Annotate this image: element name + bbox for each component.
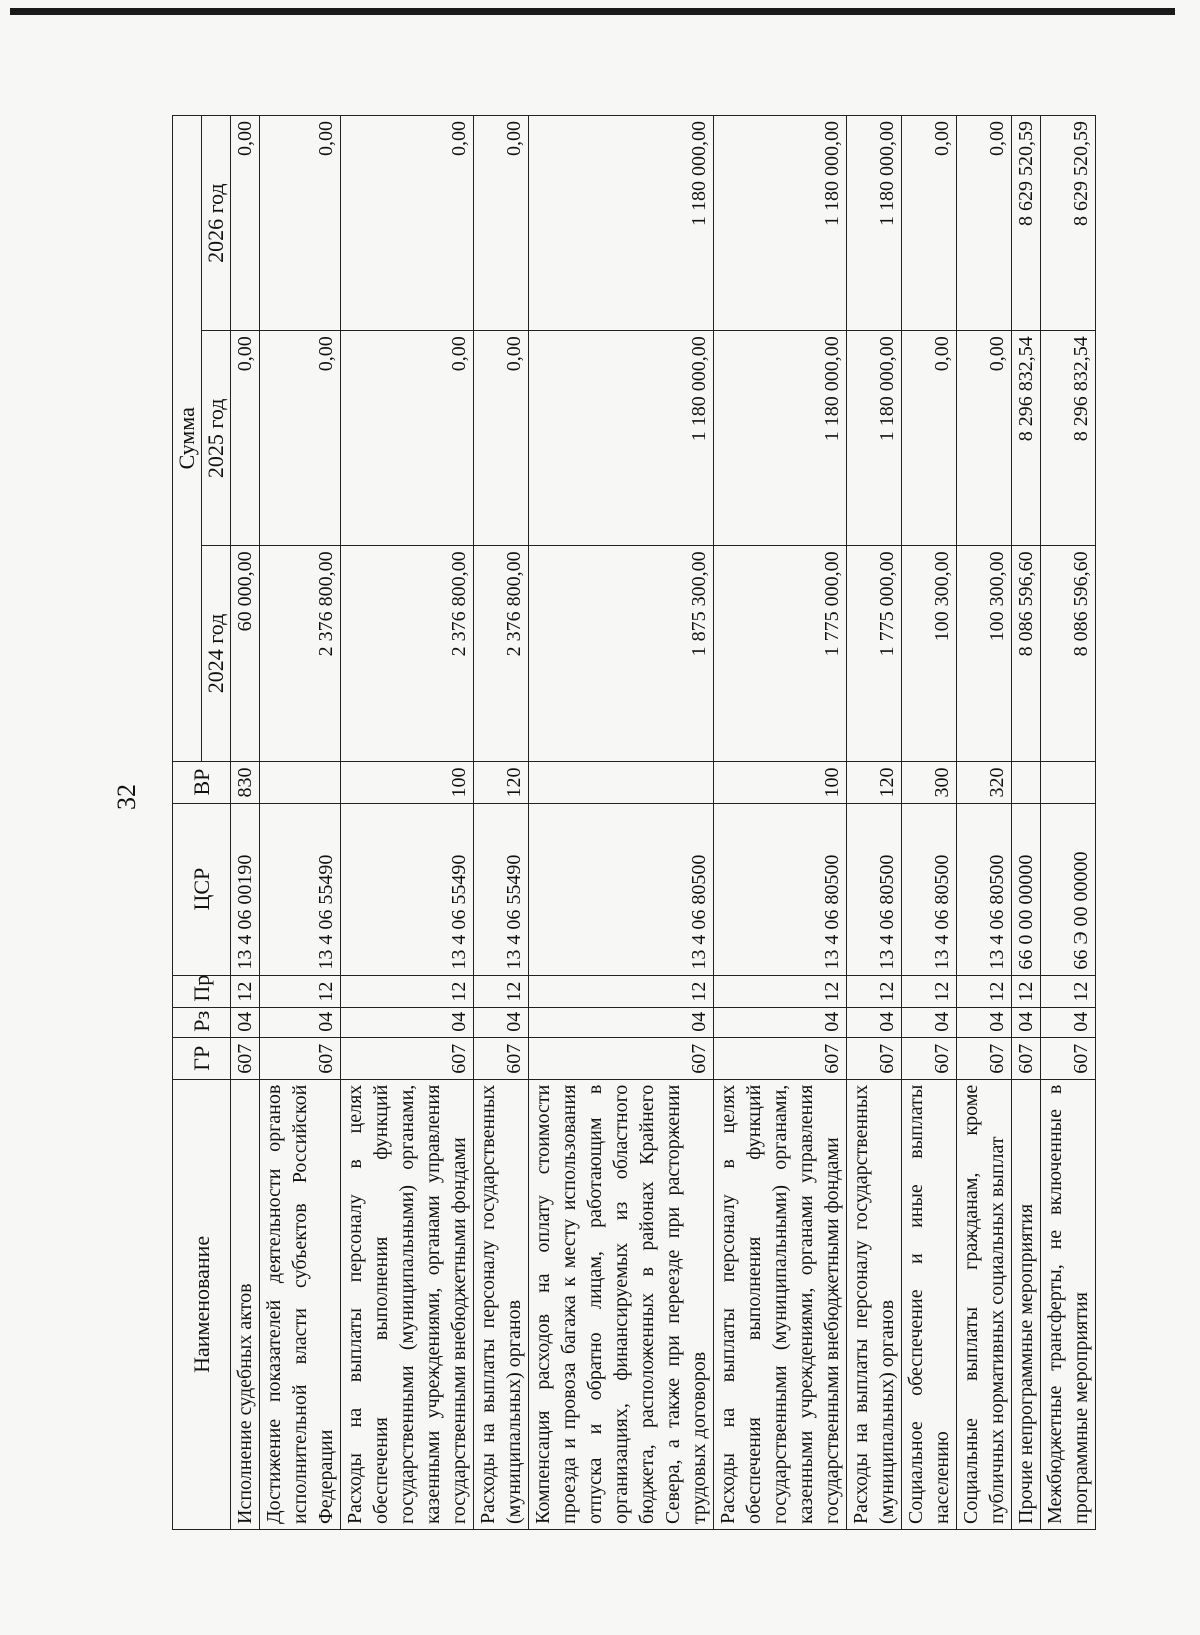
cell-rz: 04: [714, 1007, 847, 1037]
cell-csr: 13 4 06 80500: [847, 803, 902, 975]
table-row: [1012, 116, 1041, 1530]
cell-2025: 0,00: [341, 331, 474, 546]
cell-vr: [1012, 761, 1041, 803]
header-2026: 2026 год: [202, 116, 231, 331]
cell-csr: 66 0 00 00000: [1012, 803, 1041, 975]
cell-rz: 04: [231, 1007, 260, 1037]
cell-name: Расходы на выплаты персоналу в целях обеспечения выполнения функций государственными (муниципальными) органами, казенными учреждениями, органами управления государственными внебюджетными фондами: [341, 1079, 474, 1529]
cell-2026: 8 629 520,59: [1012, 116, 1041, 331]
cell-name: Социальные выплаты гражданам, кроме публичных нормативных социальных выплат: [957, 1079, 1012, 1529]
cell-vr: 120: [474, 761, 529, 803]
cell-2025: 0,00: [957, 331, 1012, 546]
cell-vr: 120: [847, 761, 902, 803]
cell-2026: 0,00: [341, 116, 474, 331]
cell-2024: 1 775 000,00: [847, 546, 902, 761]
cell-2026: 0,00: [474, 116, 529, 331]
table-row: [847, 116, 902, 1530]
cell-2026: 0,00: [231, 116, 260, 331]
cell-2024: 60 000,00: [231, 546, 260, 761]
table-row: [529, 116, 714, 1530]
cell-2025: 0,00: [260, 331, 341, 546]
cell-pr: 12: [529, 975, 714, 1007]
cell-gr: 607: [957, 1037, 1012, 1079]
cell-vr: 830: [231, 761, 260, 803]
page-number: 32: [112, 784, 141, 810]
cell-pr: 12: [714, 975, 847, 1007]
cell-2025: 0,00: [474, 331, 529, 546]
cell-2024: 100 300,00: [957, 546, 1012, 761]
cell-2025: 1 180 000,00: [529, 331, 714, 546]
header-rz: Рз: [173, 1007, 231, 1037]
budget-table-container: [172, 115, 1092, 1530]
cell-2026: 1 180 000,00: [529, 116, 714, 331]
cell-gr: 607: [1012, 1037, 1041, 1079]
table-row: [231, 116, 260, 1530]
table-row: [474, 116, 529, 1530]
cell-2024: 1 875 300,00: [529, 546, 714, 761]
cell-csr: 13 4 06 80500: [902, 803, 957, 975]
cell-vr: [1041, 761, 1096, 803]
cell-vr: 300: [902, 761, 957, 803]
cell-rz: 04: [341, 1007, 474, 1037]
cell-2026: 0,00: [957, 116, 1012, 331]
cell-pr: 12: [847, 975, 902, 1007]
cell-rz: 04: [1041, 1007, 1096, 1037]
header-2025: 2025 год: [202, 331, 231, 546]
cell-name: Достижение показателей деятельности органов исполнительной власти субъектов Российской Федерации: [260, 1079, 341, 1529]
cell-2025: 8 296 832,54: [1012, 331, 1041, 546]
cell-2025: 0,00: [231, 331, 260, 546]
cell-2024: 100 300,00: [902, 546, 957, 761]
cell-gr: 607: [341, 1037, 474, 1079]
cell-pr: 12: [1012, 975, 1041, 1007]
cell-2026: 1 180 000,00: [714, 116, 847, 331]
cell-2025: 1 180 000,00: [847, 331, 902, 546]
cell-gr: 607: [847, 1037, 902, 1079]
cell-2024: 8 086 596,60: [1012, 546, 1041, 761]
cell-name: Расходы на выплаты персоналу государственных (муниципальных) органов: [847, 1079, 902, 1529]
cell-name: Расходы на выплаты персоналу государственных (муниципальных) органов: [474, 1079, 529, 1529]
header-name: Наименование: [173, 1079, 231, 1529]
cell-csr: 13 4 06 55490: [474, 803, 529, 975]
cell-gr: 607: [231, 1037, 260, 1079]
cell-vr: 100: [341, 761, 474, 803]
cell-name: Расходы на выплаты персоналу в целях обеспечения выполнения функций государственными (муниципальными) органами, казенными учреждениями, органами управления государственными внебюджетными фондами: [714, 1079, 847, 1529]
cell-rz: 04: [1012, 1007, 1041, 1037]
cell-gr: 607: [902, 1037, 957, 1079]
cell-name: Прочие непрограммные мероприятия: [1012, 1079, 1041, 1529]
cell-2025: 8 296 832,54: [1041, 331, 1096, 546]
table-row: [260, 116, 341, 1530]
cell-pr: 12: [957, 975, 1012, 1007]
header-pr: Пр: [173, 975, 231, 1007]
header-2024: 2024 год: [202, 546, 231, 761]
cell-csr: 13 4 06 00190: [231, 803, 260, 975]
cell-2025: 0,00: [902, 331, 957, 546]
header-sum: Сумма: [173, 116, 202, 762]
budget-table: [172, 115, 1096, 1530]
table-row: [341, 116, 474, 1530]
cell-2024: 2 376 800,00: [474, 546, 529, 761]
cell-rz: 04: [957, 1007, 1012, 1037]
cell-vr: 320: [957, 761, 1012, 803]
cell-vr: [260, 761, 341, 803]
cell-vr: 100: [714, 761, 847, 803]
cell-csr: 13 4 06 55490: [260, 803, 341, 975]
cell-csr: 66 Э 00 00000: [1041, 803, 1096, 975]
cell-csr: 13 4 06 80500: [714, 803, 847, 975]
table-body: [231, 116, 1096, 1530]
cell-pr: 12: [231, 975, 260, 1007]
cell-csr: 13 4 06 55490: [341, 803, 474, 975]
cell-2025: 1 180 000,00: [714, 331, 847, 546]
cell-gr: 607: [714, 1037, 847, 1079]
cell-name: Исполнение судебных актов: [231, 1079, 260, 1529]
header-gr: ГР: [173, 1037, 231, 1079]
cell-pr: 12: [474, 975, 529, 1007]
cell-rz: 04: [529, 1007, 714, 1037]
top-border-line: [10, 8, 1175, 15]
cell-gr: 607: [1041, 1037, 1096, 1079]
cell-pr: 12: [341, 975, 474, 1007]
header-vr: ВР: [173, 761, 231, 803]
table-row: [714, 116, 847, 1530]
cell-2026: 0,00: [260, 116, 341, 331]
cell-name: Межбюджетные трансферты, не включенные в программные мероприятия: [1041, 1079, 1096, 1529]
cell-vr: [529, 761, 714, 803]
cell-csr: 13 4 06 80500: [957, 803, 1012, 975]
cell-gr: 607: [529, 1037, 714, 1079]
cell-2026: 8 629 520,59: [1041, 116, 1096, 331]
cell-2024: 1 775 000,00: [714, 546, 847, 761]
cell-rz: 04: [902, 1007, 957, 1037]
cell-2026: 0,00: [902, 116, 957, 331]
cell-gr: 607: [474, 1037, 529, 1079]
cell-2024: 8 086 596,60: [1041, 546, 1096, 761]
cell-rz: 04: [474, 1007, 529, 1037]
cell-2026: 1 180 000,00: [847, 116, 902, 331]
cell-2024: 2 376 800,00: [260, 546, 341, 761]
cell-csr: 13 4 06 80500: [529, 803, 714, 975]
cell-pr: 12: [260, 975, 341, 1007]
cell-pr: 12: [1041, 975, 1096, 1007]
cell-rz: 04: [847, 1007, 902, 1037]
cell-name: Компенсация расходов на оплату стоимости проезда и провоза багажа к месту использования отпуска и обратно лицам, работающим в организациях, финансируемых из областного бюджета, расположенных в районах Крайнего Севера, а также при переезде при расторжении трудовых договоров: [529, 1079, 714, 1529]
table-row: [1041, 116, 1096, 1530]
cell-pr: 12: [902, 975, 957, 1007]
cell-rz: 04: [260, 1007, 341, 1037]
table-row: [957, 116, 1012, 1530]
cell-name: Социальное обеспечение и иные выплаты населению: [902, 1079, 957, 1529]
header-csr: ЦСР: [173, 803, 231, 975]
cell-2024: 2 376 800,00: [341, 546, 474, 761]
table-header-row: [173, 116, 202, 1530]
table-row: [902, 116, 957, 1530]
cell-gr: 607: [260, 1037, 341, 1079]
